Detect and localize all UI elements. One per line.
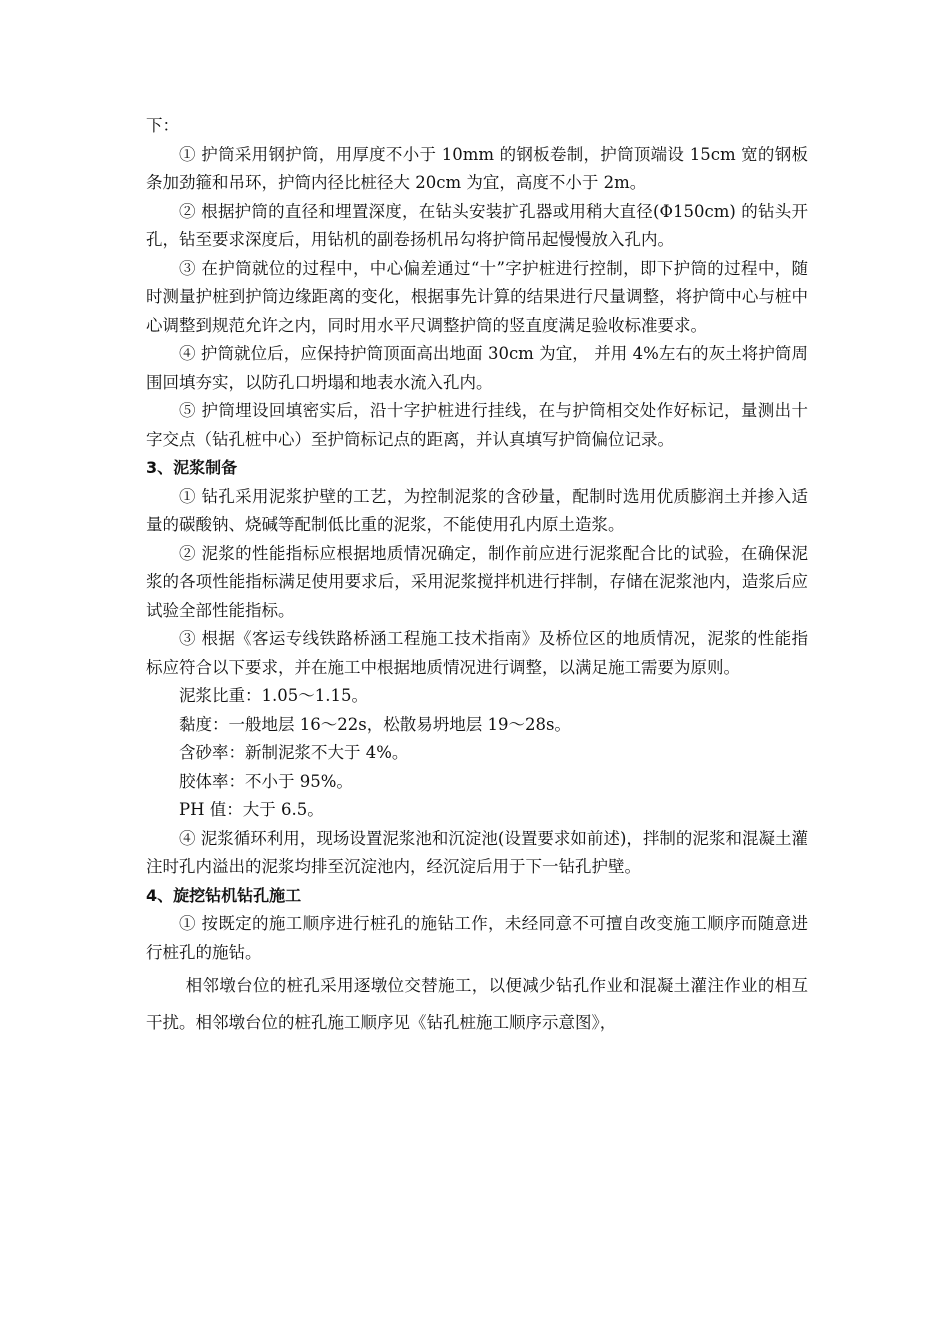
mud-spec-sand-content: 含砂率：新制泥浆不大于 4%。: [179, 743, 409, 762]
paragraph-mud-indicators: ② 泥浆的性能指标应根据地质情况确定，制作前应进行泥浆配合比的试验，在确保泥浆的各项性能指标满足使用要求后，采用泥浆搅拌机进行拌制，存储在泥浆池内，造浆后应试验全部性能指标。: [146, 543, 808, 620]
paragraph-drilling-order: ① 按既定的施工顺序进行桩孔的施钻工作，未经同意不可擅自改变施工顺序而随意进行桩孔的施钻。: [146, 914, 808, 962]
paragraph: 下：: [146, 116, 179, 135]
mud-spec-ph: PH 值：大于 6.5。: [179, 800, 324, 819]
mud-spec-density: 泥浆比重：1.05～1.15。: [179, 686, 368, 705]
mud-spec-colloid-rate: 胶体率：不小于 95%。: [179, 771, 353, 791]
paragraph-mud-requirements: ③ 根据《客运专线铁路桥涵工程施工技术指南》及桥位区的地质情况，泥浆的性能指标应符合以下要求，并在施工中根据地质情况进行调整，以满足施工需要为原则。: [146, 629, 808, 677]
paragraph-mud-recycling: ④ 泥浆循环利用，现场设置泥浆池和沉淀池(设置要求如前述)，拌制的泥浆和混凝土灌注时孔内溢出的泥浆均排至沉淀池内，经沉淀后用于下一钻孔护壁。: [146, 828, 808, 876]
paragraph-mud-preparation: ① 钻孔采用泥浆护壁的工艺，为控制泥浆的含砂量，配制时选用优质膨润土并掺入适量的碳酸钠、烧碱等配制低比重的泥浆，不能使用孔内原土造浆。: [146, 486, 808, 534]
paragraph-casing-record: ⑤ 护筒埋设回填密实后，沿十字护桩进行挂线，在与护筒相交处作好标记，量测出十字交点（钻孔桩中心）至护筒标记点的距离，并认真填写护筒偏位记录。: [146, 401, 808, 449]
section-heading-mud: 3、泥浆制备: [146, 458, 238, 477]
paragraph-casing-material: ① 护筒采用钢护筒，用厚度不小于 10mm 的钢板卷制，护筒顶端设 15cm 宽的钢板条加劲箍和吊环，护筒内径比桩径大 20cm 为宜，高度不小于 2m。: [146, 144, 808, 192]
mud-spec-viscosity: 黏度：一般地层 16～22s，松散易坍地层 19～28s。: [179, 714, 571, 734]
paragraph-adjacent-piers: 相邻墩台位的桩孔采用逐墩位交替施工，以便减少钻孔作业和混凝土灌注作业的相互干扰。相邻墩台位的桩孔施工顺序见《钻孔桩施工顺序示意图》，: [146, 976, 808, 1032]
paragraph-casing-drilling: ② 根据护筒的直径和埋置深度，在钻头安装扩孔器或用稍大直径(Φ150cm) 的钻头开孔，钻至要求深度后，用钻机的副卷扬机吊勾将护筒吊起慢慢放入孔内。: [146, 201, 808, 249]
paragraph-casing-backfill: ④ 护筒就位后，应保持护筒顶面高出地面 30cm 为宜， 并用 4%左右的灰土将护筒周围回填夯实，以防孔口坍塌和地表水流入孔内。: [146, 344, 808, 392]
paragraph-casing-positioning: ③ 在护筒就位的过程中，中心偏差通过“十”字护桩进行控制，即下护筒的过程中，随时测量护桩到护筒边缘距离的变化，根据事先计算的结果进行尺量调整，将护筒中心与桩中心调整到规范允许之内，同时用水平尺调整护筒的竖直度满足验收标准要求。: [146, 258, 808, 335]
document-page: [146, 112, 808, 1041]
section-heading-rotary-drilling: 4、旋挖钻机钻孔施工: [146, 885, 302, 905]
